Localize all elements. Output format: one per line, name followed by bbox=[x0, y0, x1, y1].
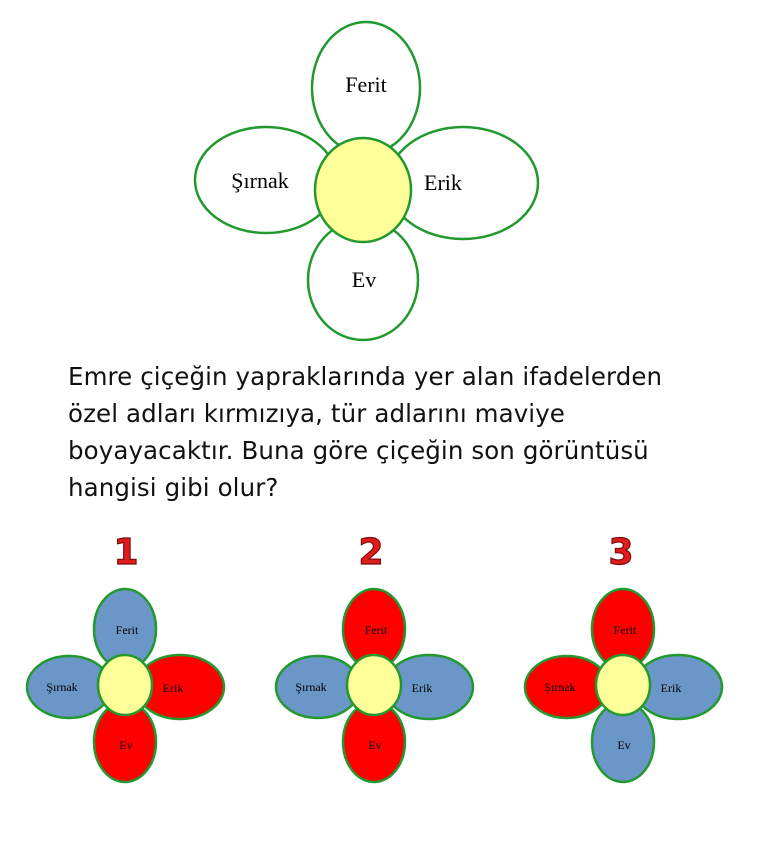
main-petal-label-bottom: Ev bbox=[351, 267, 377, 292]
main-petal-label-left: Şırnak bbox=[231, 168, 289, 193]
option-flower-3[interactable] bbox=[525, 589, 722, 782]
option-2-label-bottom: Ev bbox=[368, 738, 382, 752]
main-flower-center bbox=[315, 138, 411, 242]
option-1-label-bottom: Ev bbox=[119, 738, 133, 752]
main-petal-label-right: Erik bbox=[424, 170, 462, 195]
option-number-1: 1 bbox=[113, 532, 139, 573]
option-2-center bbox=[347, 655, 401, 715]
option-flower-2[interactable] bbox=[276, 589, 473, 782]
option-3-center bbox=[596, 655, 650, 715]
option-1-label-top: Ferit bbox=[115, 623, 139, 637]
option-number-2: 2 bbox=[358, 532, 384, 573]
option-2-label-left: Şırnak bbox=[295, 680, 327, 694]
option-2-label-right: Erik bbox=[411, 681, 433, 695]
option-flower-1[interactable] bbox=[27, 589, 224, 782]
option-1-center bbox=[98, 655, 152, 715]
option-3-label-top: Ferit bbox=[613, 623, 637, 637]
option-3-label-right: Erik bbox=[660, 681, 682, 695]
option-3-label-left: Şırnak bbox=[544, 680, 576, 694]
main-flower bbox=[195, 22, 538, 340]
option-2-label-top: Ferit bbox=[364, 623, 388, 637]
main-petal-label-top: Ferit bbox=[345, 72, 387, 97]
option-1-label-right: Erik bbox=[162, 681, 184, 695]
question-text: Emre çiçeğin yapraklarında yer alan ifadelerden özel adları kırmızıya, tür adlarını maviye boyayacaktır. Buna göre çiçeğin son görüntüsü hangisi gibi olur? bbox=[68, 362, 663, 502]
option-1-label-left: Şırnak bbox=[46, 680, 78, 694]
option-number-3: 3 bbox=[608, 532, 634, 573]
option-3-label-bottom: Ev bbox=[617, 738, 631, 752]
